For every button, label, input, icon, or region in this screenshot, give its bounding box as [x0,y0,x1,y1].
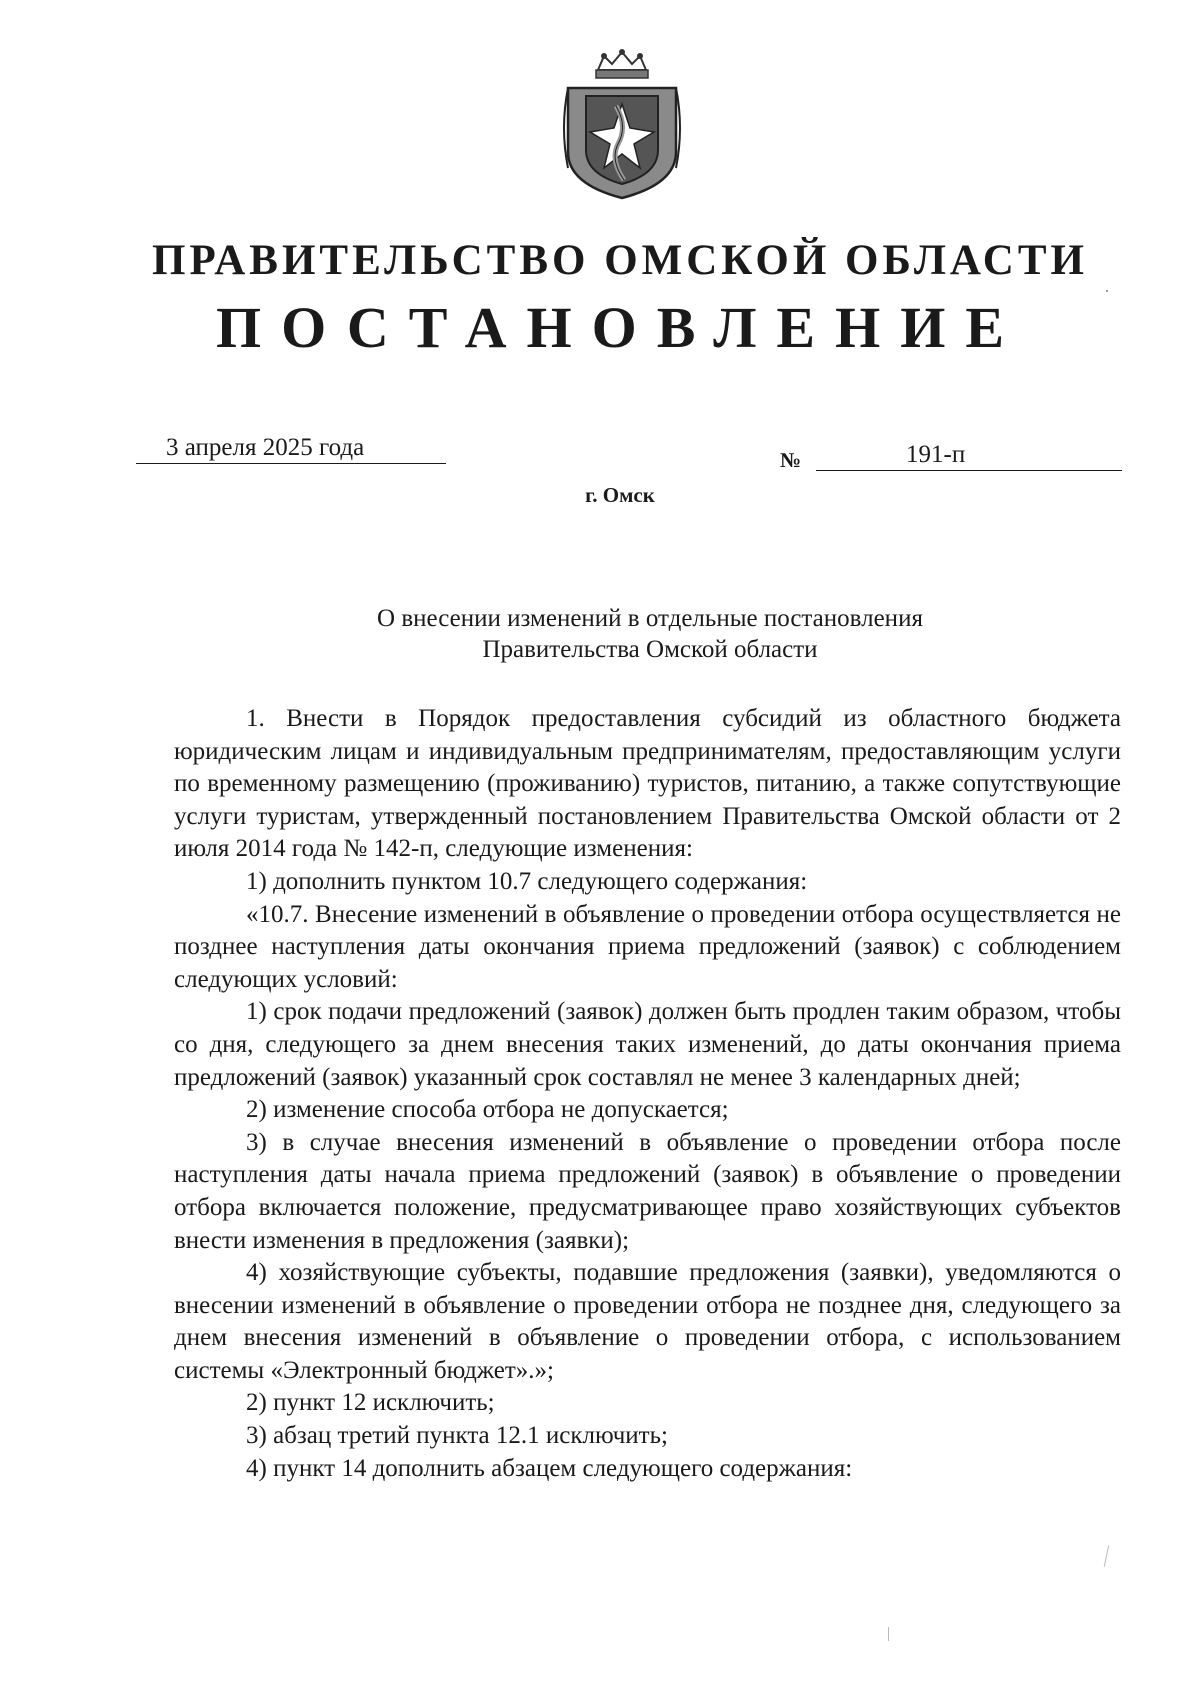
paragraph-7: 4) хозяйствующие субъекты, подавшие предложения (заявки), уведомляются о внесении изменений в объявление о проведении отбора не позднее дня, следующего за днем внесения изменений в объявление о проведении отбора, с использованием системы «Электронный бюджет».»; [174,1259,1121,1384]
document-body [174,703,1121,1485]
city: г. Омск [585,483,655,507]
document-type: ПОСТАНОВЛЕНИЕ [215,295,1025,360]
number-label: № [780,448,802,472]
paragraph-5: 2) изменение способа отбора не допускается; [246,1096,729,1124]
scan-mark [888,1627,889,1641]
title-line-1: О внесении изменений в отдельные постановления [377,605,923,632]
paragraph-10: 4) пункт 14 дополнить абзацем следующего содержания: [246,1454,853,1482]
paragraph-6: 3) в случае внесения изменений в объявление о проведении отбора после наступления даты начала приема предложений (заявок) в объявление о проведении отбора включается положение, предусматривающее право хозяйствующих субъектов внести изменения в предложения (заявки); [174,1128,1121,1254]
paragraph-8: 2) пункт 12 исключить; [246,1389,495,1417]
paragraph-9: 3) абзац третий пункта 12.1 исключить; [246,1422,668,1450]
scan-mark [1104,1545,1110,1567]
paragraph-2: 1) дополнить пунктом 10.7 следующего содержания: [246,867,808,895]
paragraph-4: 1) срок подачи предложений (заявок) должен быть продлен таким образом, чтобы со дня, следующего за днем внесения таких изменений, до даты окончания приема предложений (заявок) указанный срок составлял не менее 3 календарных дней; [174,998,1121,1091]
paragraph-3: «10.7. Внесение изменений в объявление о проведении отбора осуществляется не позднее наступления даты окончания приема предложений (заявок) с соблюдением следующих условий: [174,900,1121,993]
coat-of-arms-icon [558,48,686,200]
organization-name: ПРАВИТЕЛЬСТВО ОМСКОЙ ОБЛАСТИ [152,237,1088,284]
document-date: 3 апреля 2025 года [136,433,446,464]
scan-mark [1106,290,1108,292]
title-line-2: Правительства Омской области [482,636,818,663]
document-number: 191-п [816,440,1122,471]
paragraph-1: 1. Внести в Порядок предоставления субсидий из областного бюджета юридическим лицам и индивидуальным предпринимателям, предоставляющим услуги по временному размещению (проживанию) туристов, питанию, а также сопутствующие услуги туристам, утвержденный постановлением Правительства Омской области от 2 июля 2014 года № 142-п, следующие изменения: [174,705,1121,863]
document-title [200,603,1100,665]
